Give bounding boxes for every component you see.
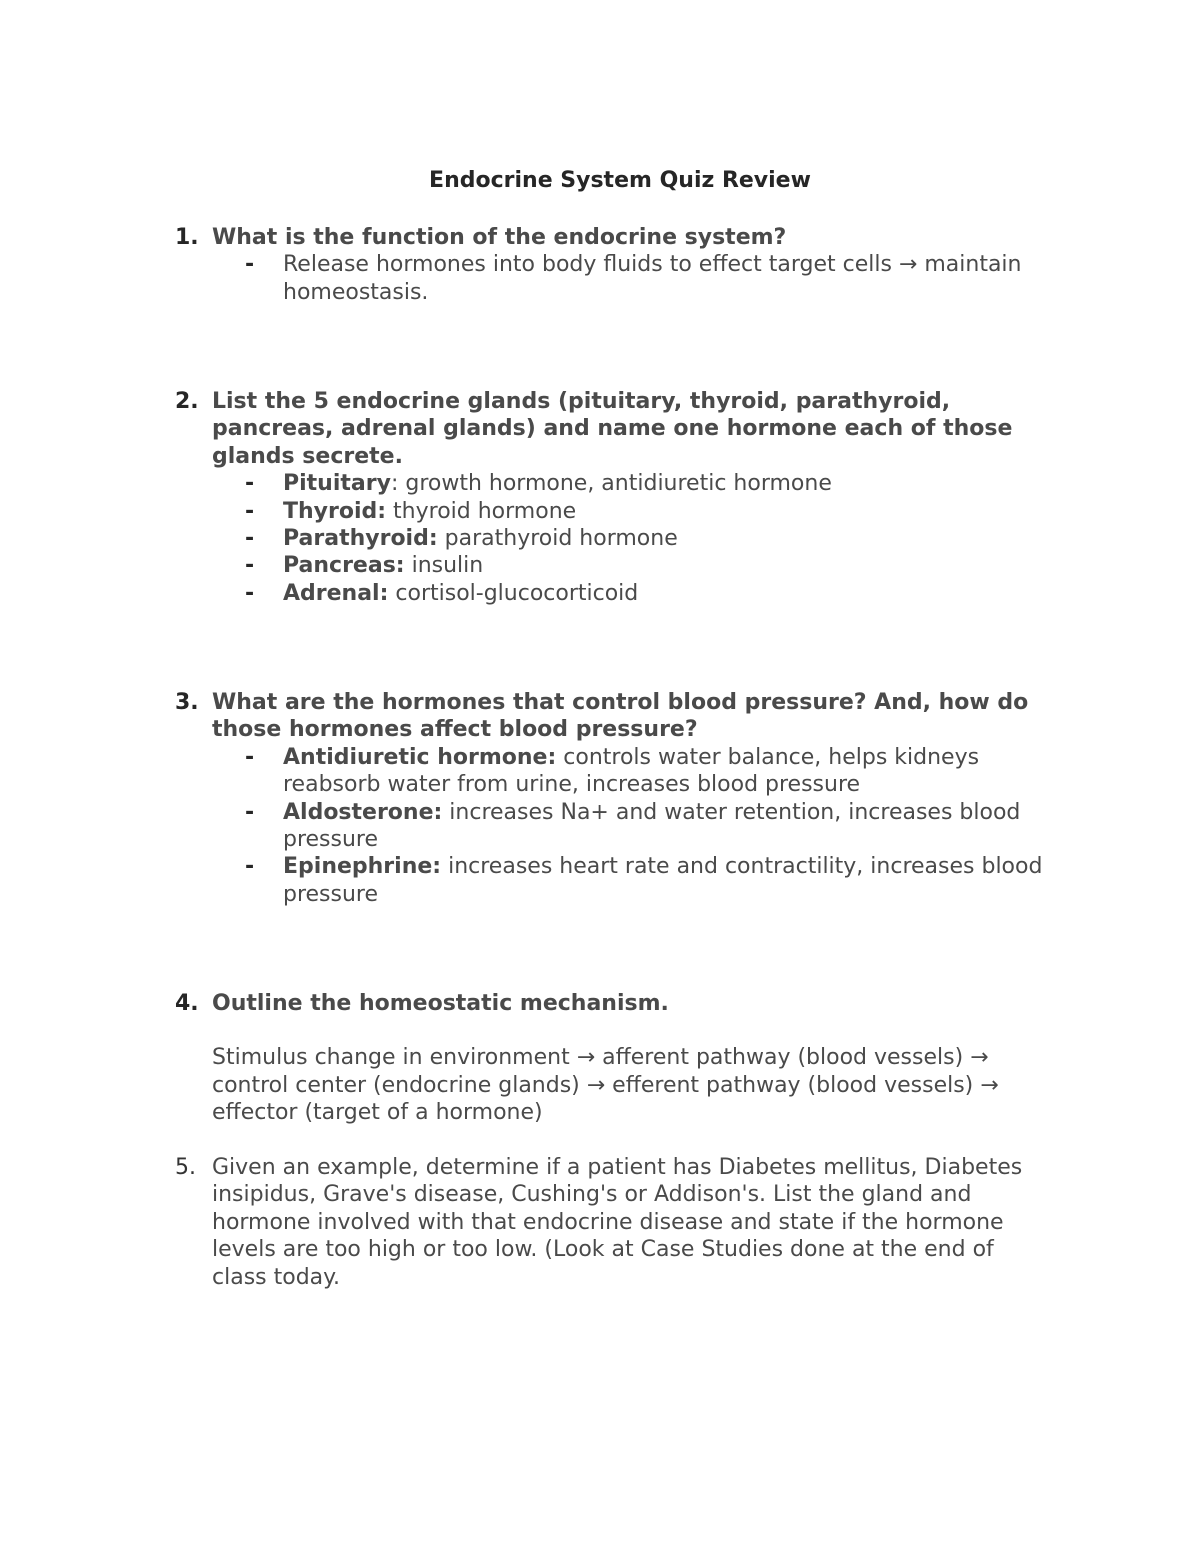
answer-item: [245, 552, 1075, 579]
answer-text: [283, 799, 1053, 854]
question-number: 3.: [175, 690, 199, 715]
question-text: What are the hormones that control blood pressure? And, how do those hormones affect blood pressure?: [212, 690, 1029, 743]
answer-text: Release hormones into body fluids to effect target cells → maintain homeostasis.: [283, 252, 1022, 305]
question-3: [175, 689, 1075, 908]
answer-detail: increases Na+ and water retention, increases blood pressure: [283, 799, 1021, 853]
question-text: List the 5 endocrine glands (pituitary, thyroid, parathyroid, pancreas, adrenal glands) and name one hormone each of those glands secrete.: [212, 389, 1013, 469]
bullet-dash: -: [245, 498, 255, 524]
answer-detail: thyroid hormone: [386, 498, 577, 524]
answer-detail: controls water balance, helps kidneys reabsorb water from urine, increases blood pressure: [283, 744, 980, 798]
answer-term: Epinephrine:: [283, 854, 442, 880]
question-number: 5.: [175, 1155, 196, 1180]
answer-paragraph: Stimulus change in environment → afferent pathway (blood vessels) → control center (endocrine glands) → efferent pathway (blood vessels) → effector (target of a hormone): [212, 1045, 999, 1126]
answer-item: [245, 470, 1075, 497]
question-number: 2.: [175, 389, 199, 414]
bullet-dash: -: [245, 471, 255, 497]
answer-term: Pituitary: [283, 471, 391, 497]
bullet-dash: -: [245, 252, 255, 278]
answer-separator: :: [390, 471, 399, 497]
bullet-dash: -: [245, 744, 255, 770]
question-4: [175, 990, 1075, 1127]
question-1: [175, 224, 1075, 306]
answer-list: [175, 744, 1075, 908]
answer-item: [245, 498, 1075, 525]
answer-text: [283, 525, 1053, 552]
answer-text: [283, 552, 1053, 579]
answer-text: [283, 498, 1053, 525]
answer-item: [245, 251, 1075, 306]
answer-term: Adrenal:: [283, 580, 389, 606]
answer-detail: increases heart rate and contractility, increases blood pressure: [283, 854, 1043, 907]
page-title: Endocrine System Quiz Review: [429, 168, 811, 193]
answer-detail: cortisol-glucocorticoid: [388, 580, 639, 606]
question-number: 4.: [175, 991, 199, 1016]
answer-term: Aldosterone:: [283, 799, 443, 825]
bullet-dash: -: [245, 854, 255, 880]
answer-text: [283, 744, 1053, 799]
answer-list: [175, 470, 1075, 607]
question-text: Outline the homeostatic mechanism.: [212, 991, 669, 1016]
answer-term: Pancreas:: [283, 553, 405, 579]
answer-text: [283, 580, 1053, 607]
answer-item: [245, 744, 1075, 799]
bullet-dash: -: [245, 580, 255, 606]
question-number: 1.: [175, 225, 199, 250]
answer-item: [245, 580, 1075, 607]
question-text: What is the function of the endocrine system?: [212, 225, 787, 250]
answer-text: [283, 853, 1053, 908]
answer-item: [245, 525, 1075, 552]
answer-list: [175, 251, 1075, 306]
answer-item: [245, 853, 1075, 908]
bullet-dash: -: [245, 799, 255, 825]
answer-detail: parathyroid hormone: [437, 526, 678, 552]
bullet-dash: -: [245, 526, 255, 552]
answer-item: [245, 799, 1075, 854]
answer-detail: insulin: [404, 553, 484, 579]
question-text: Given an example, determine if a patient has Diabetes mellitus, Diabetes insipidus, Grave's disease, Cushing's or Addison's. List the gland and hormone involved with that endocrine disease and state if the hormone levels are too high or too low. (Look at Case Studies done at the end of class today.: [212, 1155, 1023, 1290]
answer-detail: growth hormone, antidiuretic hormone: [398, 471, 832, 497]
question-5: [175, 1154, 1075, 1291]
bullet-dash: -: [245, 553, 255, 579]
answer-text: [283, 470, 1053, 497]
answer-term: Antidiuretic hormone:: [283, 744, 557, 770]
question-2: [175, 388, 1075, 607]
answer-term: Thyroid:: [283, 498, 387, 524]
answer-term: Parathyroid:: [283, 526, 438, 552]
